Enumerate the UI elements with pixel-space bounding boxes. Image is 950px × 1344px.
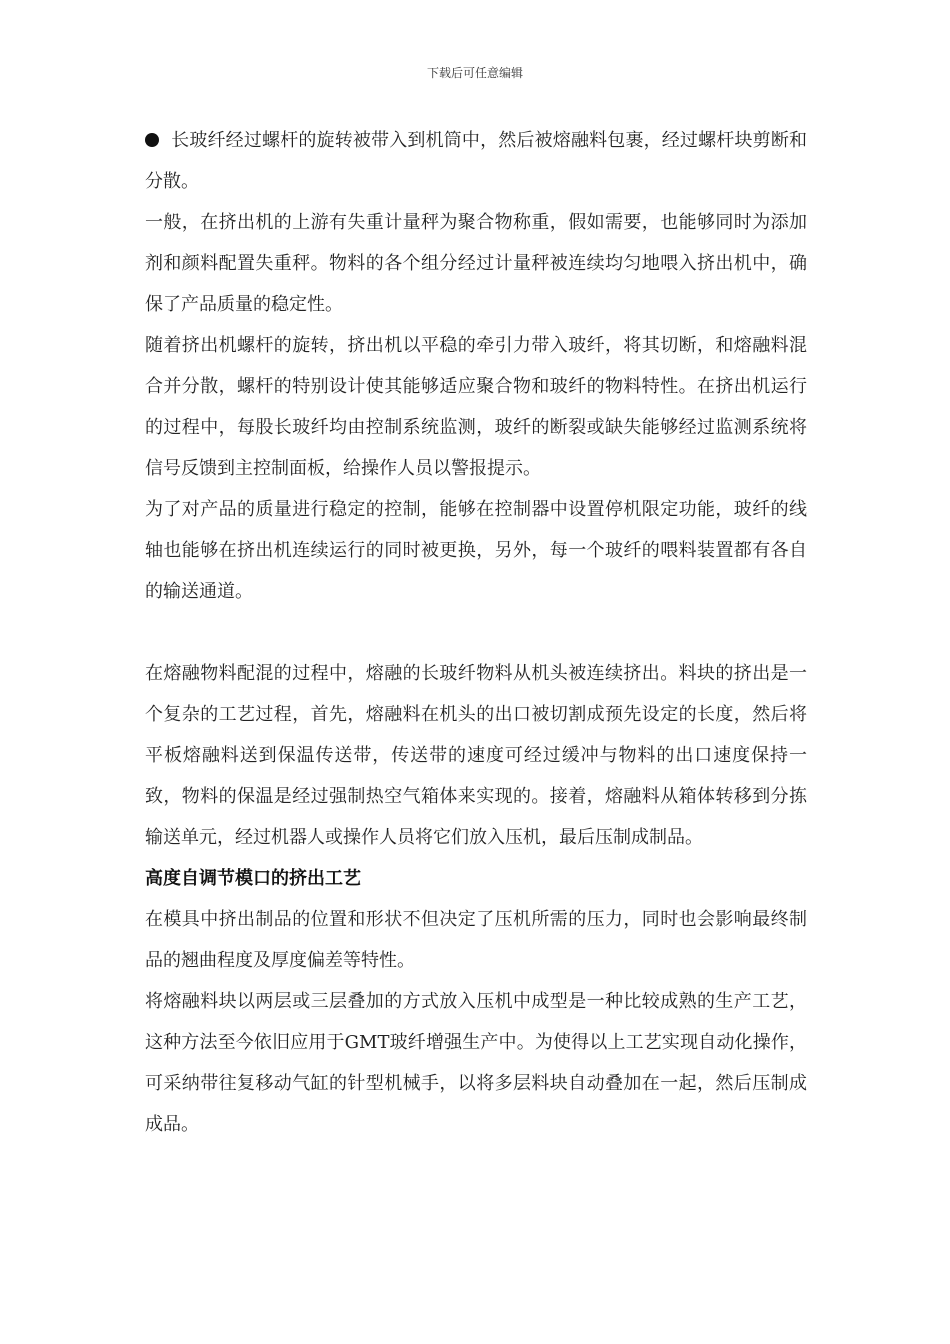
section-heading: 高度自调节模口的挤出工艺 [145,868,361,889]
paragraph: 将熔融料块以两层或三层叠加的方式放入压机中成型是一种比较成熟的生产工艺，这种方法至今依旧应用于GMT玻纤增强生产中。为使得以上工艺实现自动化操作，可采纳带往复移动气缸的针型机械手，以将多层料块自动叠加在一起，然后压制成成品。 [145,991,807,1135]
paragraph-text: 长玻纤经过螺杆的旋转被带入到机筒中，然后被熔融料包裹，经过螺杆块剪断和分散。 [145,130,807,192]
paragraph: 一般，在挤出机的上游有失重计量秤为聚合物称重，假如需要，也能够同时为添加剂和颜料配置失重秤。物料的各个组分经过计量秤被连续均匀地喂入挤出机中，确保了产品质量的稳定性。 [145,212,807,315]
paragraph: 在模具中挤出制品的位置和形状不但决定了压机所需的压力，同时也会影响最终制品的翘曲程度及厚度偏差等特性。 [145,909,807,971]
download-note: 下载后可任意编辑 [426,66,523,80]
document-body [145,120,807,1145]
paragraph: 随着挤出机螺杆的旋转，挤出机以平稳的牵引力带入玻纤，将其切断，和熔融料混合并分散，螺杆的特别设计使其能够适应聚合物和玻纤的物料特性。在挤出机运行的过程中，每股长玻纤均由控制系统监测，玻纤的断裂或缺失能够经过监测系统将信号反馈到主控制面板，给操作人员以警报提示。 [145,335,807,479]
paragraph: 在熔融物料配混的过程中，熔融的长玻纤物料从机头被连续挤出。料块的挤出是一个复杂的工艺过程，首先，熔融料在机头的出口被切割成预先设定的长度，然后将平板熔融料送到保温传送带，传送带的速度可经过缓冲与物料的出口速度保持一致，物料的保温是经过强制热空气箱体来实现的。接着，熔融料从箱体转移到分拣输送单元，经过机器人或操作人员将它们放入压机，最后压制成制品。 [145,663,807,848]
blank-line [145,612,807,653]
paragraph: 为了对产品的质量进行稳定的控制，能够在控制器中设置停机限定功能，玻纤的线轴也能够在挤出机连续运行的同时被更换，另外，每一个玻纤的喂料装置都有各自的输送通道。 [145,499,807,602]
bullet-paragraph [145,120,807,202]
bullet-icon [145,133,159,147]
